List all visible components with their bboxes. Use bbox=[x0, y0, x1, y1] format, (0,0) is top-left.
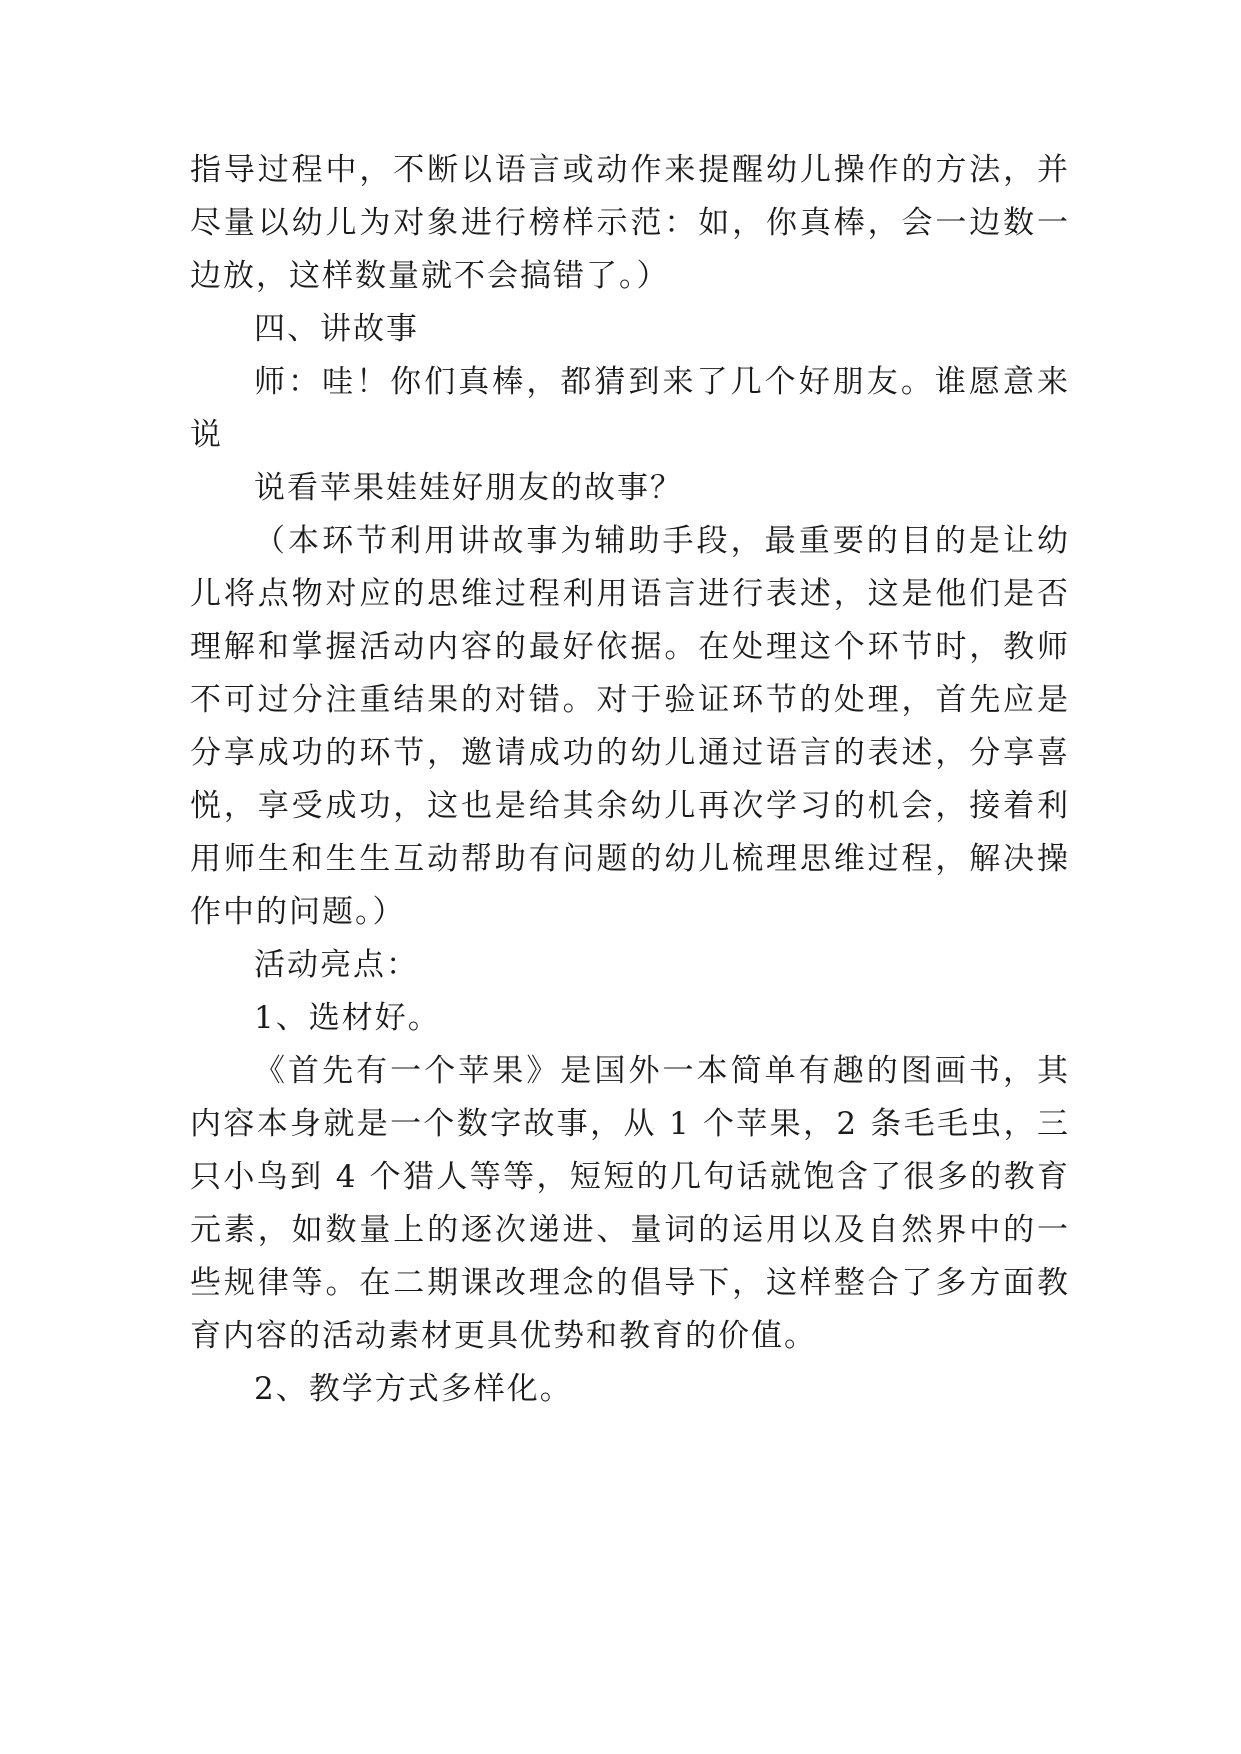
paragraph-line: 儿将点物对应的思维过程利用语言进行表述，这是他们是否 bbox=[190, 576, 1070, 612]
paragraph-line: 说 bbox=[190, 417, 223, 453]
paragraph-line: 些规律等。在二期课改理念的倡导下，这样整合了多方面教 bbox=[190, 1265, 1070, 1301]
paragraph-line: 《首先有一个苹果》是国外一本简单有趣的图画书，其 bbox=[254, 1053, 1070, 1089]
paragraph-line: 说看苹果娃娃好朋友的故事？ bbox=[254, 470, 683, 506]
paragraph-line: 作中的问题。） bbox=[190, 894, 406, 930]
paragraph-line: （本环节利用讲故事为辅助手段，最重要的目的是让幼 bbox=[254, 523, 1070, 559]
paragraph-line: 育内容的活动素材更具优势和教育的价值。 bbox=[190, 1318, 817, 1354]
paragraph-line: 用师生和生生互动帮助有问题的幼儿梳理思维过程，解决操 bbox=[190, 841, 1070, 877]
paragraph-line: 边放，这样数量就不会搞错了。） bbox=[190, 258, 670, 294]
paragraph-line: 师：哇！你们真棒，都猜到来了几个好朋友。谁愿意来 bbox=[254, 364, 1070, 400]
paragraph-line: 内容本身就是一个数字故事，从 1 个苹果，2 条毛毛虫，三 bbox=[190, 1106, 1070, 1142]
paragraph-line: 理解和掌握活动内容的最好依据。在处理这个环节时，教师 bbox=[190, 629, 1070, 665]
list-item-heading: 1、选材好。 bbox=[254, 1000, 441, 1036]
paragraph-line: 尽量以幼儿为对象进行榜样示范：如，你真棒，会一边数一 bbox=[190, 205, 1070, 241]
section-heading: 活动亮点： bbox=[254, 947, 419, 983]
paragraph-line: 元素，如数量上的逐次递进、量词的运用以及自然界中的一 bbox=[190, 1212, 1070, 1248]
paragraph-line: 只小鸟到 4 个猎人等等，短短的几句话就饱含了很多的教育 bbox=[190, 1159, 1070, 1195]
paragraph-line: 悦，享受成功，这也是给其余幼儿再次学习的机会，接着利 bbox=[190, 788, 1070, 824]
paragraph-line: 不可过分注重结果的对错。对于验证环节的处理，首先应是 bbox=[190, 682, 1070, 718]
paragraph-line: 指导过程中，不断以语言或动作来提醒幼儿操作的方法，并 bbox=[190, 152, 1070, 188]
list-item-heading: 2、教学方式多样化。 bbox=[254, 1371, 573, 1407]
paragraph-line: 分享成功的环节，邀请成功的幼儿通过语言的表述，分享喜 bbox=[190, 735, 1070, 771]
section-heading: 四、讲故事 bbox=[254, 311, 419, 347]
